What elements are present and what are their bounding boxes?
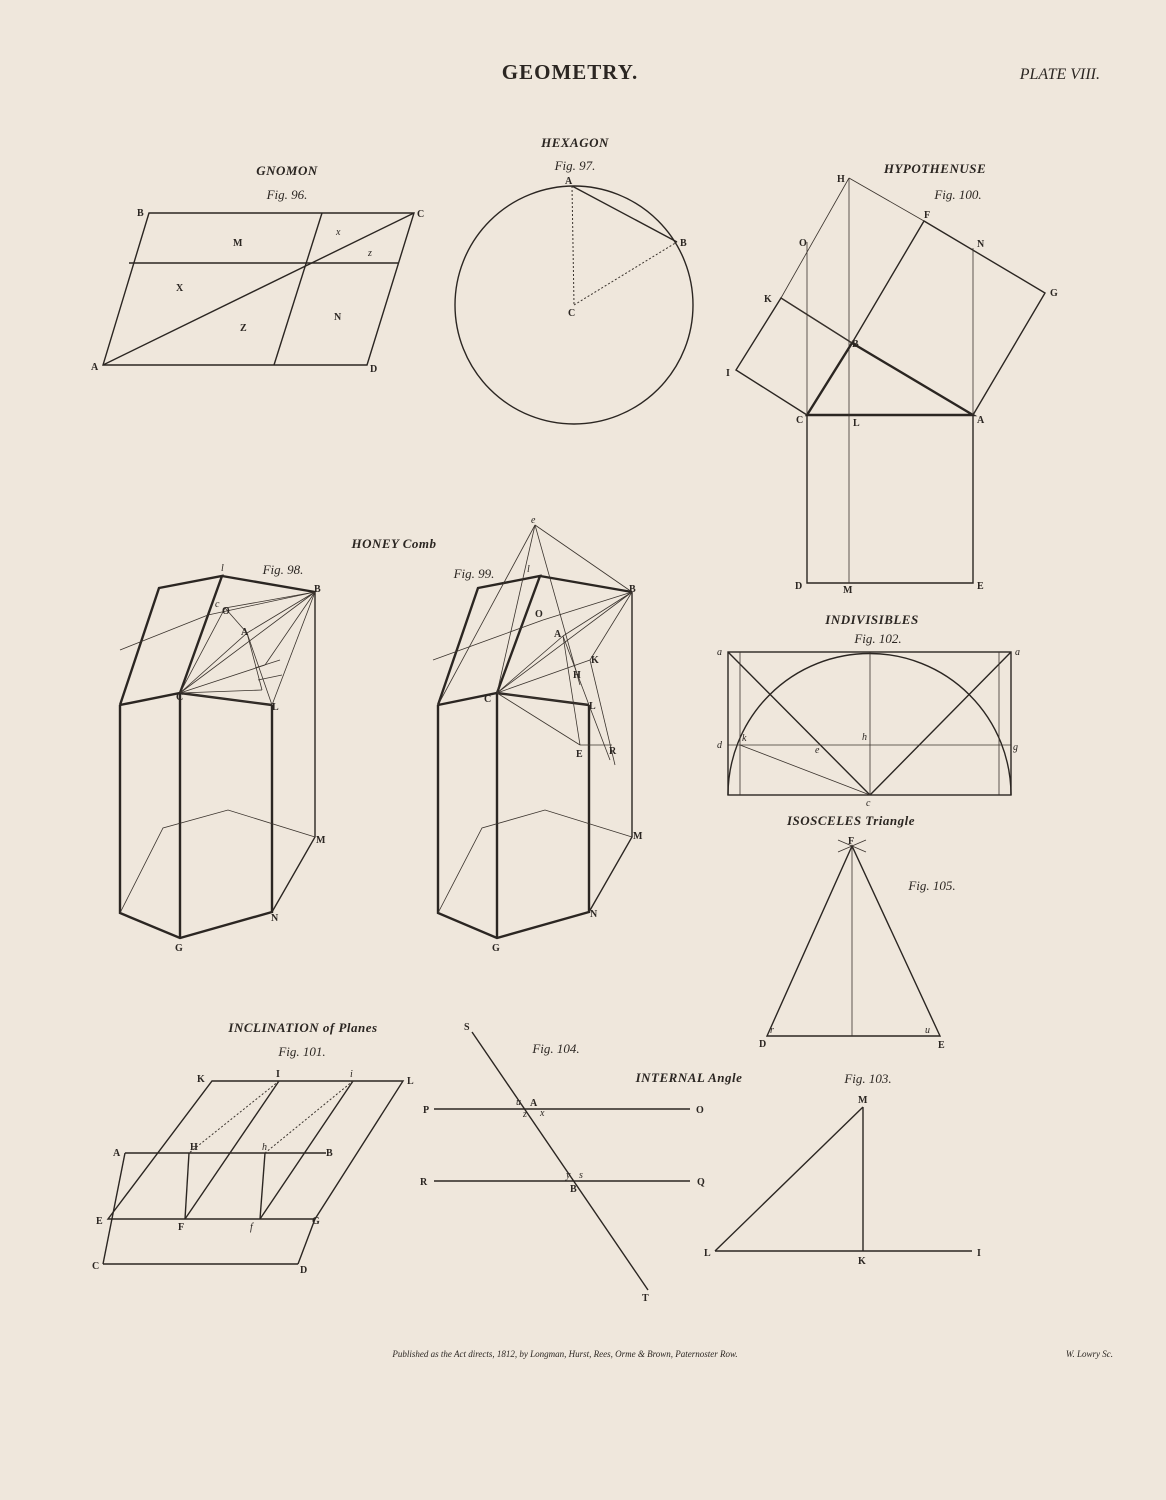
int-P: P <box>423 1105 430 1116</box>
hypo-C: C <box>796 415 804 426</box>
fig98-B: B <box>314 584 321 595</box>
incl-E: E <box>96 1216 103 1227</box>
fig99-l: l <box>527 564 530 575</box>
int-u: u <box>516 1097 521 1108</box>
indiv-k: k <box>742 733 747 744</box>
iso-F: F <box>848 836 855 847</box>
hypo-F: F <box>924 210 931 221</box>
incl-G: G <box>312 1216 320 1227</box>
incl-F: F <box>178 1222 185 1233</box>
iso-E: E <box>938 1040 945 1051</box>
honeycomb-fig99 <box>433 515 643 954</box>
honeycomb-fig98 <box>120 562 326 954</box>
plate-number: PLATE VIII. <box>1019 66 1100 83</box>
incl-i: i <box>350 1069 353 1080</box>
incl-f: f <box>250 1222 253 1233</box>
f103-M: M <box>858 1095 868 1106</box>
hypothenuse-caption: HYPOTHENUSE <box>883 161 987 176</box>
hypo-M: M <box>843 585 853 596</box>
incl-H: H <box>190 1142 198 1153</box>
fig98-c: c <box>215 599 220 610</box>
fig98-G: G <box>175 943 183 954</box>
fig103-figure <box>704 1071 981 1267</box>
fig105-label: Fig. 105. <box>908 878 956 893</box>
fig99-L: L <box>589 701 596 712</box>
hexagon-C: C <box>568 308 576 319</box>
incl-h: h <box>262 1142 267 1153</box>
gnomon-B: B <box>137 208 144 219</box>
hypo-B: B <box>852 339 859 350</box>
hexagon-A: A <box>565 176 573 187</box>
gnomon-figure <box>91 163 424 375</box>
gnomon-X: X <box>176 283 184 294</box>
hexagon-B: B <box>680 238 687 249</box>
int-B: B <box>570 1184 577 1195</box>
gnomon-z: z <box>368 248 372 259</box>
hypo-K: K <box>764 294 772 305</box>
gnomon-Z: Z <box>240 323 247 334</box>
hypo-H: H <box>837 174 845 185</box>
fig97-label: Fig. 97. <box>554 158 596 173</box>
fig98-N: N <box>271 913 279 924</box>
fig99-e: e <box>531 515 536 526</box>
indivisibles-caption: INDIVISIBLES <box>825 612 919 627</box>
gnomon-M: M <box>233 238 243 249</box>
hypo-L: L <box>853 418 860 429</box>
fig98-A: A <box>241 627 249 638</box>
hexagon-caption: HEXAGON <box>541 135 609 150</box>
fig98-l: l <box>221 563 224 574</box>
hypo-G: G <box>1050 288 1058 299</box>
fig98-L: L <box>272 702 279 713</box>
publisher-line: Published as the Act directs, 1812, by Longman, Hurst, Rees, Orme & Brown, Paternoster Row. <box>392 1349 738 1359</box>
int-O: O <box>696 1105 704 1116</box>
fig99-K: K <box>591 655 599 666</box>
int-T: T <box>642 1293 649 1304</box>
incl-B: B <box>326 1148 333 1159</box>
fig102-label: Fig. 102. <box>854 631 902 646</box>
honey-comb-caption: HONEY Comb <box>351 536 437 551</box>
fig103-label: Fig. 103. <box>844 1071 892 1086</box>
int-z: z <box>523 1109 527 1120</box>
gnomon-A: A <box>91 362 99 373</box>
int-R: R <box>420 1177 428 1188</box>
int-Q: Q <box>697 1177 705 1188</box>
incl-A: A <box>113 1148 121 1159</box>
indiv-a1: a <box>717 647 722 658</box>
gnomon-C: C <box>417 209 425 220</box>
hypothenuse-figure <box>726 161 1058 596</box>
int-A: A <box>530 1098 538 1109</box>
fig96-label: Fig. 96. <box>266 187 308 202</box>
indiv-g: g <box>1013 742 1018 753</box>
fig100-label: Fig. 100. <box>934 187 982 202</box>
incl-D: D <box>300 1265 308 1276</box>
internal-angle-figure <box>420 1022 742 1304</box>
indiv-a2: a <box>1015 647 1020 658</box>
f103-I: I <box>977 1248 981 1259</box>
iso-r: r <box>770 1025 774 1036</box>
fig98-C: C <box>176 692 184 703</box>
plate-title: GEOMETRY. <box>501 60 639 84</box>
fig101-label: Fig. 101. <box>278 1044 326 1059</box>
isosceles-figure <box>759 813 956 1051</box>
fig99-C: C <box>484 694 492 705</box>
fig104-label: Fig. 104. <box>532 1041 580 1056</box>
hypo-D: D <box>795 581 803 592</box>
incl-I: I <box>276 1069 280 1080</box>
fig99-M: M <box>633 831 643 842</box>
gnomon-x: x <box>336 227 341 238</box>
f103-K: K <box>858 1256 866 1267</box>
hypo-E: E <box>977 581 984 592</box>
hypo-I: I <box>726 368 730 379</box>
gnomon-caption: GNOMON <box>256 163 318 178</box>
fig98-O: O <box>222 606 230 617</box>
int-y: y <box>566 1170 571 1181</box>
iso-u: u <box>925 1025 930 1036</box>
fig99-G: G <box>492 943 500 954</box>
indiv-c: c <box>866 798 871 809</box>
incl-K: K <box>197 1074 205 1085</box>
fig99-label: Fig. 99. <box>453 566 495 581</box>
f103-L: L <box>704 1248 711 1259</box>
fig99-N: N <box>590 909 598 920</box>
gnomon-D: D <box>370 364 378 375</box>
incl-C: C <box>92 1261 100 1272</box>
iso-D: D <box>759 1039 767 1050</box>
fig98-label: Fig. 98. <box>262 562 304 577</box>
incl-L: L <box>407 1076 414 1087</box>
int-S: S <box>464 1022 470 1033</box>
hypo-N: N <box>977 239 985 250</box>
fig99-R: R <box>609 746 617 757</box>
indiv-h: h <box>862 732 867 743</box>
gnomon-N: N <box>334 312 342 323</box>
hexagon-figure <box>455 135 693 424</box>
isosceles-caption: ISOSCELES Triangle <box>786 813 916 828</box>
inclination-caption: INCLINATION of Planes <box>228 1020 378 1035</box>
fig99-E: E <box>576 749 583 760</box>
indivisibles-figure <box>717 612 1020 809</box>
fig99-B: B <box>629 584 636 595</box>
internal-angle-caption: INTERNAL Angle <box>635 1070 743 1085</box>
hypo-O: O <box>799 238 807 249</box>
int-x: x <box>540 1108 545 1119</box>
indiv-e: e <box>815 745 820 756</box>
fig98-M: M <box>316 835 326 846</box>
inclination-figure <box>92 1020 414 1276</box>
engraver-credit: W. Lowry Sc. <box>1065 1349 1113 1359</box>
indiv-d: d <box>717 740 722 751</box>
fig99-A: A <box>554 629 562 640</box>
hypo-A: A <box>977 415 985 426</box>
int-s: s <box>579 1170 583 1181</box>
fig99-O: O <box>535 609 543 620</box>
fig99-H: H <box>573 670 581 681</box>
